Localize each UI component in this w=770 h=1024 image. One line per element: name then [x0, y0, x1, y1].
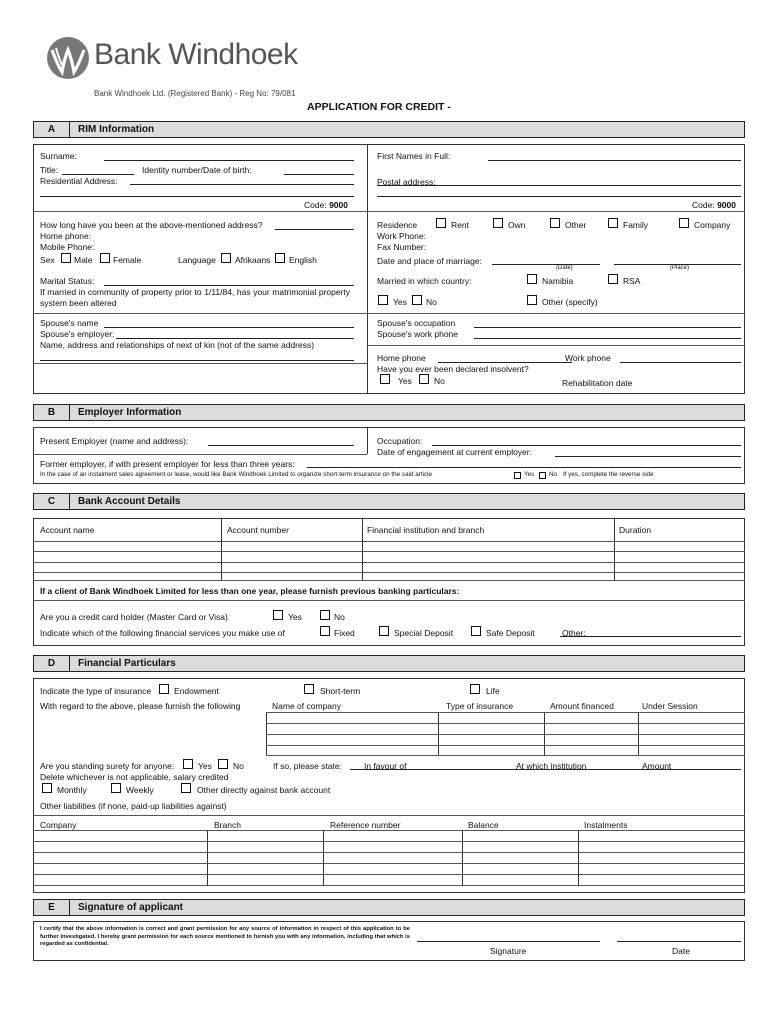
surety-field[interactable] [350, 769, 741, 770]
rsa-label: RSA [623, 276, 641, 286]
form-title: APPLICATION FOR CREDIT - [307, 101, 451, 113]
section-c-box [33, 518, 745, 646]
other-bank-checkbox[interactable] [181, 783, 191, 793]
surety-col-institution: At which institution [516, 761, 587, 771]
company-checkbox[interactable] [679, 218, 689, 228]
afrikaans-label: Afrikaans [235, 255, 271, 265]
work-phone2-field[interactable] [620, 362, 741, 363]
client-less-text: If a client of Bank Windhoek Limited for less than one year, please furnish previous banking particulars: [40, 586, 460, 596]
ins-col-session: Under Session [642, 701, 698, 711]
weekly-checkbox[interactable] [111, 783, 121, 793]
other-specify-checkbox[interactable] [527, 295, 537, 305]
insolvent-label: Have you ever been declared insolvent? [377, 364, 529, 374]
home-phone-label: Home phone: [40, 231, 92, 241]
section-title: Employer Information [78, 407, 182, 418]
spouse-name-label: Spouse's name [40, 318, 99, 328]
female-checkbox[interactable] [100, 253, 110, 263]
spouse-employer-field[interactable] [116, 338, 354, 339]
instalment-row [40, 471, 432, 478]
rehab-label: Rehabilitation date [562, 378, 633, 388]
own-label: Own [508, 220, 526, 230]
own-checkbox[interactable] [493, 218, 503, 228]
afrikaans-checkbox[interactable] [221, 253, 231, 263]
next-of-kin-label: Name, address and relationships of next of kin (not of the same address) [40, 340, 315, 350]
section-d-header [33, 655, 745, 672]
col-account-number: Account number [227, 525, 289, 535]
spouse-work-label: Spouse's work phone [377, 329, 459, 339]
special-deposit-checkbox[interactable] [379, 626, 389, 636]
sex-label: Sex [40, 255, 55, 265]
ins-col-amount: Amount financed [550, 701, 614, 711]
section-title: Bank Account Details [78, 496, 181, 507]
life-checkbox[interactable] [470, 684, 480, 694]
section-letter: A [34, 122, 70, 137]
section-title: Signature of applicant [78, 902, 184, 913]
how-long-label: How long have you been at the above-mentioned address? [40, 220, 263, 230]
company-label: Company [694, 220, 731, 230]
code-a-right [692, 200, 736, 210]
surname-label: Surname: [40, 151, 77, 161]
date-place-label: Date and place of marriage: [377, 256, 482, 266]
instalment-yes-label: Yes [524, 471, 535, 478]
altered-yes-label: Yes [393, 297, 407, 307]
occupation-label: Occupation: [377, 436, 423, 446]
liab-col-reference: Reference number [330, 820, 401, 830]
spouse-work-field[interactable] [474, 338, 741, 339]
insolvent-yes-label: Yes [398, 376, 412, 386]
col-institution: Financial institution and branch [367, 525, 485, 535]
altered-no-checkbox[interactable] [412, 295, 422, 305]
namibia-label: Namibia [542, 276, 574, 286]
services-label: Indicate which of the following financial services you make use of [40, 628, 285, 638]
other-services-label: Other: [562, 628, 586, 638]
section-e-header [33, 899, 745, 916]
bank-logo [44, 36, 92, 80]
work-phone2-label: Work phone [565, 353, 611, 363]
code-a-left [304, 200, 348, 210]
surety-yes-checkbox[interactable] [183, 759, 193, 769]
rent-label: Rent [451, 220, 469, 230]
credit-card-label: Are you a credit card holder (Master Card or Visa) [40, 612, 228, 622]
res-address-field-2[interactable] [40, 196, 354, 197]
first-names-label: First Names in Full: [377, 151, 451, 161]
instalment-no-label: No [549, 471, 558, 478]
title-field[interactable] [62, 174, 134, 175]
signature-field[interactable] [417, 941, 600, 942]
safe-deposit-label: Safe Deposit [486, 628, 535, 638]
place-hint: (Place) [670, 265, 690, 271]
endowment-checkbox[interactable] [159, 684, 169, 694]
postal-label: Postal address: [377, 177, 436, 187]
namibia-checkbox[interactable] [527, 274, 537, 284]
female-label: Female [113, 255, 142, 265]
engagement-label: Date of engagement at current employer: [377, 447, 532, 457]
section-letter: E [34, 900, 70, 915]
ins-col-type: Type of insurance [446, 701, 514, 711]
other-residence-label: Other [565, 220, 587, 230]
fax-label: Fax Number: [377, 242, 427, 252]
weekly-label: Weekly [126, 785, 154, 795]
other-specify-label: Other (specify) [542, 297, 598, 307]
reverse-text: If yes, complete the reverse side [563, 471, 654, 478]
liab-col-instalments: Instalments [584, 820, 628, 830]
code-value: 9000 [329, 200, 348, 210]
other-bank-label: Other directly against bank account [197, 785, 331, 795]
fixed-label: Fixed [334, 628, 355, 638]
section-letter: D [34, 656, 70, 671]
ins-col-company: Name of company [272, 701, 341, 711]
insolvent-yes-checkbox[interactable] [380, 374, 390, 384]
surname-field[interactable] [104, 160, 354, 161]
residence-label: Residence [377, 220, 418, 230]
occupation-field[interactable] [432, 445, 741, 446]
section-a-header [33, 121, 745, 138]
present-employer-field[interactable] [208, 445, 354, 446]
marital-label: Marital Status: [40, 276, 95, 286]
id-label: Identity number/Date of birth: [142, 165, 252, 175]
surety-no-checkbox[interactable] [218, 759, 228, 769]
other-services-field[interactable] [560, 636, 741, 637]
section-letter: C [34, 494, 70, 509]
instalment-text: In the case of an instalment sales agreement or lease, would like Bank Windhoek Limited to organize short-term insurance on the said article [40, 471, 433, 478]
former-employer-label: Former employer, if with present employer for less than three years: [40, 459, 295, 469]
monthly-label: Monthly [57, 785, 87, 795]
res-address-field[interactable] [130, 184, 354, 185]
other-liab-label: Other liabilities (if none, paid-up liabilities against) [40, 801, 227, 811]
family-checkbox[interactable] [608, 218, 618, 228]
code-value: 9000 [717, 200, 736, 210]
special-deposit-label: Special Deposit [394, 628, 454, 638]
language-label: Language [178, 255, 216, 265]
spouse-occ-field[interactable] [474, 327, 741, 328]
credit-card-yes-label: Yes [288, 612, 302, 622]
safe-deposit-checkbox[interactable] [471, 626, 481, 636]
family-label: Family [623, 220, 649, 230]
id-field[interactable] [284, 174, 354, 175]
work-phone-label: Work Phone: [377, 231, 426, 241]
credit-card-no-label: No [334, 612, 345, 622]
former-employer-field[interactable] [307, 467, 741, 468]
marital-field[interactable] [104, 285, 354, 286]
community-text: If married in community of property prior to 1/11/84, has your matrimonial property system been altered [40, 287, 350, 308]
credit-card-no-checkbox[interactable] [320, 610, 330, 620]
code-label: Code: [304, 200, 327, 210]
altered-yes-checkbox[interactable] [378, 295, 388, 305]
english-checkbox[interactable] [275, 253, 285, 263]
section-c-header [33, 493, 745, 510]
col-account-name: Account name [40, 525, 95, 535]
surety-yes-label: Yes [198, 761, 212, 771]
instalment-no-checkbox[interactable] [539, 472, 546, 479]
next-of-kin-field[interactable] [40, 360, 354, 361]
date-label: Date [672, 946, 690, 956]
delete-label: Delete whichever is not applicable, salary credited [40, 772, 229, 782]
life-label: Life [486, 686, 500, 696]
spouse-employer-label: Spouse's employer: [40, 329, 115, 339]
section-title: RIM Information [78, 124, 155, 135]
home-phone2-field[interactable] [438, 362, 572, 363]
res-address-label: Residential Address: [40, 176, 118, 186]
section-title: Financial Particulars [78, 658, 176, 669]
insolvent-no-checkbox[interactable] [419, 374, 429, 384]
endowment-label: Endowment [174, 686, 219, 696]
postal-field-1[interactable] [377, 185, 741, 186]
short-term-label: Short-term [320, 686, 361, 696]
date-hint: (Date) [556, 265, 573, 271]
fixed-checkbox[interactable] [320, 626, 330, 636]
code-label: Code: [692, 200, 715, 210]
home-phone2-label: Home phone [377, 353, 426, 363]
english-label: English [289, 255, 317, 265]
liab-col-company: Company [40, 820, 77, 830]
declaration-text: I certify that the above information is correct and grant permission for any source of information in respect of this application to be further investigated. I hereby grant permission for each source mentioned to furnish you with any information, including that which is regarded as confidential. [40, 926, 410, 947]
if-so-label: If so, please state: [273, 761, 342, 771]
liab-col-branch: Branch [214, 820, 241, 830]
instalment-yes-checkbox[interactable] [514, 472, 521, 479]
postal-field-2[interactable] [377, 196, 741, 197]
title-label: Title: [40, 165, 59, 175]
surety-col-favour: In favour of [364, 761, 407, 771]
liab-col-balance: Balance [468, 820, 499, 830]
section-letter: B [34, 405, 70, 420]
signature-label: Signature [490, 946, 527, 956]
spouse-occ-label: Spouse's occupation [377, 318, 456, 328]
surety-col-amount: Amount [642, 761, 672, 771]
credit-card-yes-checkbox[interactable] [273, 610, 283, 620]
rent-checkbox[interactable] [436, 218, 446, 228]
col-duration: Duration [619, 525, 652, 535]
insurance-type-label: Indicate the type of insurance [40, 686, 152, 696]
mobile-label: Mobile Phone: [40, 242, 95, 252]
insolvent-no-label: No [434, 376, 445, 386]
spouse-name-field[interactable] [104, 327, 354, 328]
surety-no-label: No [233, 761, 244, 771]
male-checkbox[interactable] [61, 253, 71, 263]
surety-label: Are you standing surety for anyone: [40, 761, 175, 771]
with-regard-label: With regard to the above, please furnish the following [40, 701, 241, 711]
engagement-field[interactable] [555, 456, 741, 457]
altered-no-label: No [426, 297, 437, 307]
brand-name: Bank Windhoek [94, 38, 298, 71]
short-term-checkbox[interactable] [304, 684, 314, 694]
monthly-checkbox[interactable] [42, 783, 52, 793]
date-field[interactable] [617, 941, 741, 942]
how-long-field[interactable] [275, 229, 354, 230]
married-country-label: Married in which country: [377, 276, 472, 286]
registration-text: Bank Windhoek Ltd. (Registered Bank) - Reg No: 79/081 [94, 89, 296, 98]
male-label: Male [74, 255, 93, 265]
present-employer-label: Present Employer (name and address): [40, 436, 189, 446]
first-names-field[interactable] [488, 160, 741, 161]
section-b-header [33, 404, 745, 421]
rsa-checkbox[interactable] [608, 274, 618, 284]
other-residence-checkbox[interactable] [550, 218, 560, 228]
marriage-date-field[interactable] [492, 264, 600, 265]
